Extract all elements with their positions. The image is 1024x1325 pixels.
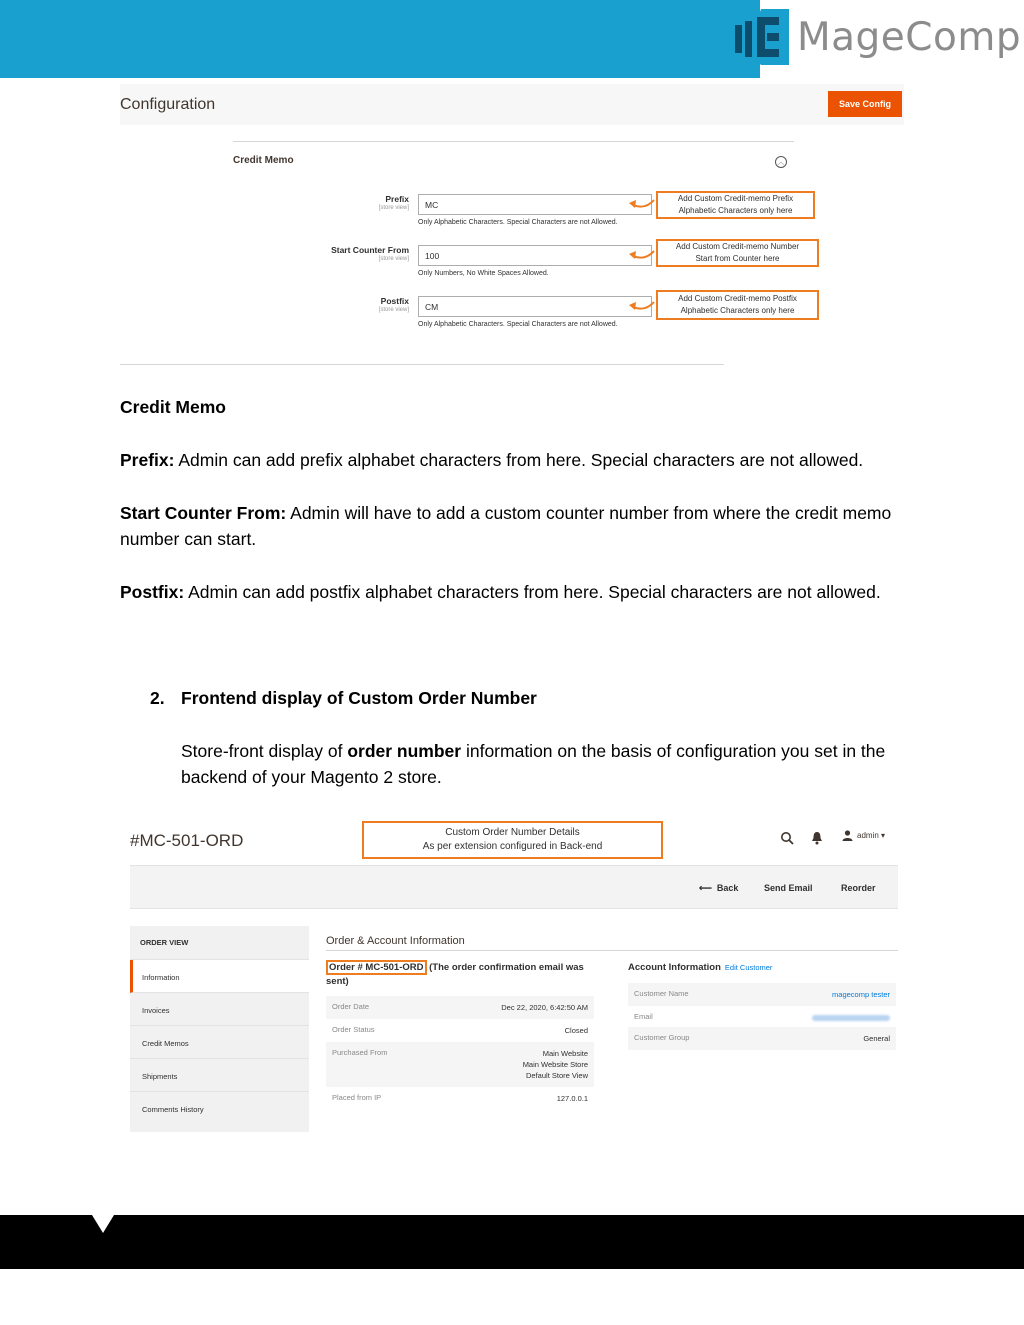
bell-icon[interactable] bbox=[811, 831, 823, 845]
prefix-label bbox=[379, 194, 409, 211]
row-value: 127.0.0.1 bbox=[556, 1094, 588, 1103]
save-config-button[interactable]: Save Config bbox=[828, 91, 902, 117]
counter-input[interactable]: 100 bbox=[418, 245, 652, 266]
table-row bbox=[628, 1006, 896, 1027]
counter-note: Only Numbers, No White Spaces Allowed. bbox=[418, 270, 549, 277]
postfix-label bbox=[379, 296, 409, 313]
order-view-nav bbox=[130, 926, 309, 1132]
nav-item-invoices[interactable]: Invoices bbox=[130, 993, 309, 1026]
row-value-line: Main Website Store bbox=[522, 1060, 588, 1069]
postfix-callout bbox=[656, 290, 819, 320]
postfix-label-text: Postfix bbox=[380, 296, 409, 306]
doc-counter-paragraph bbox=[120, 500, 950, 552]
table-row bbox=[326, 996, 594, 1019]
row-key: Purchased From bbox=[332, 1048, 388, 1057]
prefix-description: Admin can add prefix alphabet characters from here. Special characters are not allowed. bbox=[174, 450, 864, 470]
user-icon bbox=[842, 830, 853, 841]
brand-name: MageComp bbox=[797, 14, 1022, 60]
section-paragraph bbox=[181, 738, 951, 790]
config-screenshot bbox=[120, 80, 904, 370]
arrow-icon bbox=[627, 248, 655, 262]
action-bar bbox=[130, 865, 898, 909]
nav-item-shipments[interactable]: Shipments bbox=[130, 1059, 309, 1092]
order-callout bbox=[362, 821, 663, 859]
doc-heading: Credit Memo bbox=[120, 397, 226, 417]
order-note: (The order confirmation email was sent) bbox=[326, 962, 584, 987]
row-value: Dec 22, 2020, 6:42:50 AM bbox=[501, 1003, 588, 1012]
postfix-note: Only Alphabetic Characters. Special Characters are not Allowed. bbox=[418, 321, 618, 328]
search-icon[interactable] bbox=[780, 831, 794, 845]
prefix-term: Prefix: bbox=[120, 450, 175, 470]
order-title: #MC-501-ORD bbox=[130, 831, 244, 850]
postfix-callout-line2: Alphabetic Characters only here bbox=[680, 306, 795, 315]
nav-item-information[interactable]: Information bbox=[130, 960, 309, 993]
magecomp-logo-icon bbox=[733, 9, 789, 65]
prefix-callout-line2: Alphabetic Characters only here bbox=[678, 206, 793, 215]
section-heading: Frontend display of Custom Order Number bbox=[181, 688, 537, 708]
order-info-table bbox=[326, 996, 594, 1110]
row-value bbox=[523, 1048, 588, 1081]
doc-postfix-paragraph bbox=[120, 579, 950, 605]
prefix-input[interactable]: MC bbox=[418, 194, 652, 215]
account-info-table bbox=[628, 983, 896, 1050]
row-key: Customer Name bbox=[634, 989, 689, 998]
config-title: Configuration bbox=[120, 96, 216, 113]
row-key: Email bbox=[634, 1012, 653, 1021]
table-row bbox=[628, 983, 896, 1006]
section-number: 2. bbox=[150, 688, 165, 708]
prefix-callout bbox=[656, 191, 815, 219]
row-value-line: Default Store View bbox=[526, 1071, 588, 1080]
back-button[interactable] bbox=[699, 883, 738, 894]
row-value: General bbox=[863, 1034, 890, 1043]
prefix-note: Only Alphabetic Characters. Special Characters are not Allowed. bbox=[418, 219, 618, 226]
footer-notch bbox=[92, 1215, 114, 1233]
row-key: Order Status bbox=[332, 1025, 375, 1034]
footer-band bbox=[0, 1215, 1024, 1269]
account-title: Account Information bbox=[628, 962, 721, 973]
doc-prefix-paragraph bbox=[120, 447, 950, 473]
postfix-term: Postfix: bbox=[120, 582, 185, 602]
counter-callout-line1: Add Custom Credit-memo Number bbox=[675, 242, 800, 251]
send-email-button[interactable]: Send Email bbox=[764, 883, 813, 893]
order-callout-line1: Custom Order Number Details bbox=[445, 827, 580, 838]
brand-logo bbox=[733, 6, 1021, 68]
divider bbox=[233, 141, 794, 142]
counter-label bbox=[331, 245, 409, 262]
postfix-callout-line1: Add Custom Credit-memo Postfix bbox=[678, 294, 797, 303]
postfix-input[interactable]: CM bbox=[418, 296, 652, 317]
postfix-description: Admin can add postfix alphabet characters from here. Special characters are not allowed. bbox=[184, 582, 881, 602]
para-pre: Store-front display of bbox=[181, 741, 348, 761]
counter-description: Admin will have to add a custom counter number from where the credit memo number can start. bbox=[120, 503, 892, 549]
nav-item-comments-history[interactable]: Comments History bbox=[142, 1105, 204, 1114]
row-key: Placed from IP bbox=[332, 1093, 382, 1102]
row-value: Closed bbox=[564, 1026, 588, 1035]
row-key: Customer Group bbox=[634, 1033, 690, 1042]
account-heading bbox=[628, 962, 772, 973]
customer-name-link[interactable]: magecomp tester bbox=[832, 990, 890, 999]
row-key: Order Date bbox=[332, 1002, 370, 1011]
reorder-button[interactable]: Reorder bbox=[841, 883, 876, 893]
postfix-scope: [store view] bbox=[378, 307, 409, 313]
nav-heading: ORDER VIEW bbox=[130, 926, 309, 960]
arrow-icon bbox=[627, 197, 655, 211]
table-row bbox=[326, 1019, 594, 1042]
para-post: information on the basis of configuration you set in the backend of your Magento 2 store. bbox=[181, 741, 886, 787]
nav-item-credit-memos[interactable]: Credit Memos bbox=[130, 1026, 309, 1059]
arrow-icon bbox=[627, 299, 655, 313]
back-label: Back bbox=[716, 883, 739, 893]
order-number: Order # MC-501-ORD bbox=[326, 960, 427, 975]
counter-callout bbox=[656, 239, 819, 267]
order-account-title: Order & Account Information bbox=[326, 935, 465, 947]
header-band bbox=[0, 0, 760, 78]
section-title: Credit Memo bbox=[233, 155, 294, 166]
table-row bbox=[326, 1042, 594, 1087]
prefix-label-text: Prefix bbox=[385, 194, 409, 204]
order-callout-line2: As per extension configured in Back-end bbox=[422, 841, 603, 852]
order-heading bbox=[326, 961, 594, 989]
blurred-email bbox=[812, 1015, 890, 1021]
prefix-callout-line1: Add Custom Credit-memo Prefix bbox=[677, 194, 794, 203]
divider bbox=[326, 950, 898, 951]
admin-menu[interactable] bbox=[842, 830, 885, 841]
para-bold: order number bbox=[347, 741, 462, 761]
table-row bbox=[326, 1087, 594, 1110]
counter-term: Start Counter From: bbox=[120, 503, 287, 523]
table-row bbox=[628, 1027, 896, 1050]
order-view-screenshot bbox=[130, 815, 898, 1135]
divider bbox=[120, 364, 724, 365]
config-header bbox=[120, 84, 904, 125]
counter-label-text: Start Counter From bbox=[331, 245, 409, 255]
chevron-up-icon[interactable]: ︿ bbox=[775, 156, 787, 168]
prefix-scope: [store view] bbox=[378, 205, 409, 211]
counter-scope: [store view] bbox=[378, 256, 409, 262]
row-value-line: Main Website bbox=[542, 1049, 588, 1058]
admin-label: admin ▾ bbox=[857, 831, 886, 840]
arrow-left-icon: ⟵ bbox=[699, 883, 717, 893]
counter-callout-line2: Start from Counter here bbox=[695, 254, 780, 263]
edit-customer-link[interactable]: Edit Customer bbox=[724, 963, 773, 972]
